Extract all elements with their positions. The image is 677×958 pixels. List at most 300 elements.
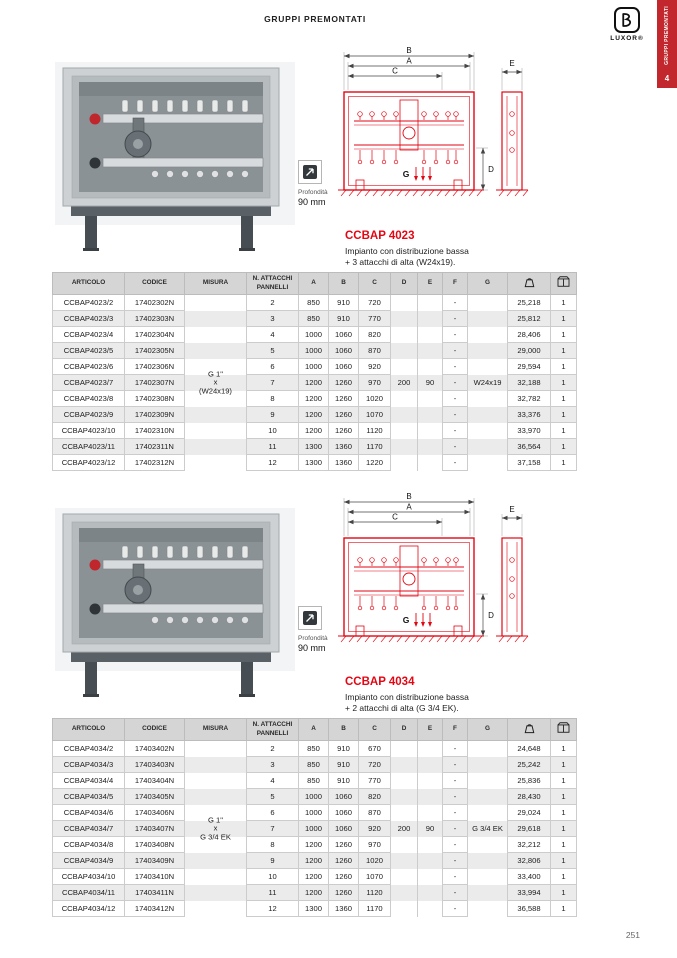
cell-e [418,391,443,407]
cell-peso: 29,024 [508,805,551,821]
cell-articolo: CCBAP4034/7 [53,821,125,837]
column-header: CODICE [125,273,185,295]
svg-text:A: A [406,56,412,66]
cell-pannelli: 2 [247,295,299,311]
cell-a: 850 [299,311,329,327]
svg-text:E: E [509,505,515,514]
cell-g [468,311,508,327]
column-header: B [329,273,359,295]
cell-f: - [443,789,468,805]
cell-d [391,757,418,773]
column-header: N. ATTACCHI PANNELLI [247,719,299,741]
cell-a: 1200 [299,391,329,407]
cell-e [418,359,443,375]
table-row [53,741,577,757]
cell-e [418,455,443,471]
cell-d [391,295,418,311]
cell-d [391,837,418,853]
cell-misura: G 1" x (W24x19) [185,375,247,391]
cell-a: 1000 [299,359,329,375]
cell-c: 770 [359,311,391,327]
cell-b: 1060 [329,359,359,375]
cell-misura [185,773,247,789]
table-row [53,407,577,423]
cell-a: 1200 [299,885,329,901]
cell-d [391,327,418,343]
cell-conf: 1 [551,821,577,837]
svg-text:D: D [488,165,494,174]
cell-codice: 17402303N [125,311,185,327]
cell-f: - [443,343,468,359]
column-header: CODICE [125,719,185,741]
cell-g [468,757,508,773]
cell-d [391,901,418,917]
cell-pannelli: 9 [247,407,299,423]
cell-peso: 32,212 [508,837,551,853]
cell-codice: 17402306N [125,359,185,375]
svg-text:C: C [392,512,398,522]
product-description-line1: Impianto con distribuzione bassa [345,246,469,256]
cell-misura [185,789,247,805]
table-row [53,391,577,407]
cell-peso: 29,618 [508,821,551,837]
cell-misura [185,869,247,885]
technical-drawing [336,40,536,230]
column-header: E [418,273,443,295]
product-section-ccbap4034 [0,486,677,932]
cell-f: - [443,741,468,757]
cell-peso: 32,188 [508,375,551,391]
table-row [53,869,577,885]
cell-codice: 17402304N [125,327,185,343]
cell-d [391,311,418,327]
cell-b: 1060 [329,343,359,359]
cell-f: - [443,837,468,853]
cell-a: 1000 [299,821,329,837]
cell-a: 1300 [299,901,329,917]
cell-articolo: CCBAP4034/8 [53,837,125,853]
column-header: ARTICOLO [53,273,125,295]
cell-a: 850 [299,757,329,773]
cell-pannelli: 2 [247,741,299,757]
table-row [53,375,577,391]
table-row [53,805,577,821]
cell-a: 850 [299,295,329,311]
cell-c: 970 [359,375,391,391]
cell-b: 910 [329,311,359,327]
cell-pannelli: 4 [247,327,299,343]
cell-e [418,789,443,805]
cell-codice: 17403408N [125,837,185,853]
cell-b: 1060 [329,789,359,805]
cell-e [418,901,443,917]
cell-b: 910 [329,741,359,757]
svg-text:A: A [406,502,412,512]
cell-conf: 1 [551,439,577,455]
cell-peso: 24,648 [508,741,551,757]
cell-pannelli: 6 [247,359,299,375]
luxor-logo-icon [614,7,640,33]
cell-g [468,455,508,471]
product-photo [55,62,295,252]
cell-articolo: CCBAP4023/8 [53,391,125,407]
cell-misura [185,423,247,439]
cell-f: - [443,439,468,455]
table-row [53,901,577,917]
cell-g [468,773,508,789]
cell-f: - [443,853,468,869]
cell-a: 850 [299,773,329,789]
table-row [53,343,577,359]
cell-b: 1360 [329,439,359,455]
weight-icon [508,719,551,741]
cell-codice: 17403402N [125,741,185,757]
table-row [53,423,577,439]
cell-c: 920 [359,821,391,837]
cell-conf: 1 [551,423,577,439]
cell-c: 1170 [359,439,391,455]
cell-c: 820 [359,789,391,805]
column-header: F [443,273,468,295]
column-header: N. ATTACCHI PANNELLI [247,273,299,295]
package-icon [551,719,577,741]
cell-conf: 1 [551,295,577,311]
cell-a: 1200 [299,853,329,869]
cell-pannelli: 12 [247,901,299,917]
cell-g: W24x19 [468,375,508,391]
cell-codice: 17403407N [125,821,185,837]
cell-c: 1020 [359,853,391,869]
cell-d: 200 [391,375,418,391]
cell-g [468,837,508,853]
cell-peso: 25,242 [508,757,551,773]
cell-conf: 1 [551,789,577,805]
table-row [53,821,577,837]
column-header: C [359,273,391,295]
cell-codice: 17402310N [125,423,185,439]
cell-d [391,773,418,789]
table-row [53,327,577,343]
column-header: G [468,273,508,295]
cell-c: 1170 [359,901,391,917]
cell-c: 720 [359,295,391,311]
product-title: CCBAP 4034 [345,676,415,688]
cell-d [391,885,418,901]
cell-codice: 17402312N [125,455,185,471]
cell-conf: 1 [551,741,577,757]
cell-pannelli: 11 [247,885,299,901]
cell-codice: 17403404N [125,773,185,789]
cell-misura [185,901,247,917]
cell-b: 1060 [329,805,359,821]
svg-text:C: C [392,66,398,76]
cell-f: - [443,375,468,391]
cell-articolo: CCBAP4034/11 [53,885,125,901]
cell-c: 770 [359,773,391,789]
cell-f: - [443,885,468,901]
cell-conf: 1 [551,391,577,407]
cell-d [391,789,418,805]
cell-misura [185,741,247,757]
cell-d [391,439,418,455]
cell-a: 1000 [299,789,329,805]
cell-e [418,853,443,869]
package-icon [551,273,577,295]
cell-b: 1260 [329,885,359,901]
cell-f: - [443,821,468,837]
cell-pannelli: 10 [247,869,299,885]
cell-codice: 17402307N [125,375,185,391]
cell-f: - [443,869,468,885]
cell-articolo: CCBAP4023/3 [53,311,125,327]
cell-c: 1020 [359,391,391,407]
cell-b: 1260 [329,391,359,407]
table-row [53,311,577,327]
cell-articolo: CCBAP4023/12 [53,455,125,471]
cell-articolo: CCBAP4034/5 [53,789,125,805]
cell-e [418,869,443,885]
cell-codice: 17402308N [125,391,185,407]
page-number: 251 [625,930,640,940]
depth-label: Profondità [298,635,328,642]
cell-conf: 1 [551,375,577,391]
cell-conf: 1 [551,455,577,471]
cell-peso: 25,218 [508,295,551,311]
table-row [53,455,577,471]
cell-peso: 36,564 [508,439,551,455]
cell-g [468,423,508,439]
column-header: B [329,719,359,741]
depth-value: 90 mm [298,643,326,653]
cell-peso: 32,806 [508,853,551,869]
cell-g: G 3/4 EK [468,821,508,837]
cell-b: 910 [329,773,359,789]
cell-a: 1000 [299,343,329,359]
chapter-tab-number: 4 [664,74,670,83]
cell-d [391,423,418,439]
cell-g [468,391,508,407]
chapter-tab-label: GRUPPI PREMONTATI [664,6,670,65]
product-table [52,718,577,917]
cell-conf: 1 [551,901,577,917]
cell-articolo: CCBAP4023/2 [53,295,125,311]
cell-g [468,359,508,375]
product-photo [55,508,295,698]
product-table [52,272,577,471]
cell-pannelli: 7 [247,375,299,391]
cell-c: 720 [359,757,391,773]
cell-e [418,295,443,311]
cell-c: 1220 [359,455,391,471]
svg-text:B: B [406,46,412,55]
cell-conf: 1 [551,343,577,359]
cell-articolo: CCBAP4023/10 [53,423,125,439]
cell-articolo: CCBAP4034/6 [53,805,125,821]
page-header-title: GRUPPI PREMONTATI [264,14,366,24]
cell-misura [185,407,247,423]
cell-articolo: CCBAP4023/9 [53,407,125,423]
table-row [53,359,577,375]
cell-pannelli: 3 [247,311,299,327]
cell-f: - [443,455,468,471]
cell-e [418,343,443,359]
cell-f: - [443,311,468,327]
cell-b: 1360 [329,455,359,471]
cell-g [468,327,508,343]
cell-b: 1260 [329,423,359,439]
depth-value: 90 mm [298,197,326,207]
cell-codice: 17403410N [125,869,185,885]
column-header: G [468,719,508,741]
cell-b: 1360 [329,901,359,917]
column-header: D [391,273,418,295]
luxor-logo-text: LUXOR® [610,35,644,42]
cell-pannelli: 6 [247,805,299,821]
column-header: ARTICOLO [53,719,125,741]
table-row [53,789,577,805]
cell-a: 1200 [299,869,329,885]
cell-b: 910 [329,757,359,773]
cell-f: - [443,805,468,821]
cell-codice: 17402302N [125,295,185,311]
cell-peso: 28,406 [508,327,551,343]
cell-conf: 1 [551,805,577,821]
cell-misura: G 1" x G 3/4 EK [185,821,247,837]
cell-d [391,407,418,423]
cell-d [391,391,418,407]
cell-a: 850 [299,741,329,757]
cell-pannelli: 5 [247,789,299,805]
cell-d [391,853,418,869]
cell-e: 90 [418,375,443,391]
cell-b: 1260 [329,375,359,391]
cell-codice: 17403409N [125,853,185,869]
cell-articolo: CCBAP4034/4 [53,773,125,789]
cell-g [468,853,508,869]
cell-conf: 1 [551,853,577,869]
cell-peso: 36,588 [508,901,551,917]
cell-e [418,837,443,853]
cell-misura [185,295,247,311]
cell-c: 820 [359,327,391,343]
table-row [53,295,577,311]
weight-icon [508,273,551,295]
cell-peso: 28,430 [508,789,551,805]
cell-peso: 37,158 [508,455,551,471]
cell-c: 970 [359,837,391,853]
cell-b: 1260 [329,407,359,423]
svg-text:B: B [406,492,412,501]
table-row [53,439,577,455]
cell-codice: 17402311N [125,439,185,455]
cell-d [391,805,418,821]
cell-articolo: CCBAP4034/3 [53,757,125,773]
cell-e [418,407,443,423]
cell-articolo: CCBAP4023/6 [53,359,125,375]
cell-d [391,343,418,359]
cell-misura [185,327,247,343]
svg-text:G: G [402,615,410,625]
cell-g [468,741,508,757]
column-header: C [359,719,391,741]
cell-f: - [443,773,468,789]
cell-f: - [443,391,468,407]
cell-e [418,327,443,343]
cell-e [418,805,443,821]
cell-articolo: CCBAP4034/2 [53,741,125,757]
cell-g [468,885,508,901]
cell-conf: 1 [551,327,577,343]
cell-conf: 1 [551,311,577,327]
product-section-ccbap4023 [0,40,677,486]
cell-codice: 17403405N [125,789,185,805]
cell-f: - [443,407,468,423]
cell-b: 1060 [329,327,359,343]
product-description-line1: Impianto con distribuzione bassa [345,692,469,702]
cell-articolo: CCBAP4034/9 [53,853,125,869]
cell-c: 670 [359,741,391,757]
depth-icon [298,606,322,630]
cell-f: - [443,295,468,311]
cell-c: 1120 [359,423,391,439]
cell-a: 1000 [299,327,329,343]
cell-codice: 17403411N [125,885,185,901]
cell-misura [185,757,247,773]
svg-text:E: E [509,59,515,68]
column-header: A [299,273,329,295]
table-row [53,757,577,773]
cell-pannelli: 10 [247,423,299,439]
cell-peso: 33,376 [508,407,551,423]
cell-b: 1260 [329,837,359,853]
cell-b: 1260 [329,869,359,885]
cell-codice: 17403403N [125,757,185,773]
cell-a: 1000 [299,805,329,821]
cell-d [391,741,418,757]
product-description-line2: + 3 attacchi di alta (W24x19). [345,257,456,267]
table-row [53,773,577,789]
table-row [53,885,577,901]
cell-misura [185,455,247,471]
cell-codice: 17403412N [125,901,185,917]
column-header: MISURA [185,719,247,741]
cell-misura [185,343,247,359]
cell-pannelli: 11 [247,439,299,455]
cell-d [391,359,418,375]
cell-articolo: CCBAP4023/5 [53,343,125,359]
cell-articolo: CCBAP4023/11 [53,439,125,455]
cell-pannelli: 5 [247,343,299,359]
cell-e [418,885,443,901]
cell-misura [185,853,247,869]
cell-a: 1200 [299,423,329,439]
cell-c: 870 [359,805,391,821]
cell-c: 920 [359,359,391,375]
cell-peso: 33,970 [508,423,551,439]
cell-conf: 1 [551,359,577,375]
svg-text:G: G [402,169,410,179]
cell-codice: 17403406N [125,805,185,821]
cell-g [468,869,508,885]
cell-articolo: CCBAP4023/7 [53,375,125,391]
cell-e [418,423,443,439]
cell-g [468,439,508,455]
cell-d [391,455,418,471]
cell-codice: 17402305N [125,343,185,359]
cell-articolo: CCBAP4034/10 [53,869,125,885]
cell-articolo: CCBAP4023/4 [53,327,125,343]
cell-conf: 1 [551,837,577,853]
